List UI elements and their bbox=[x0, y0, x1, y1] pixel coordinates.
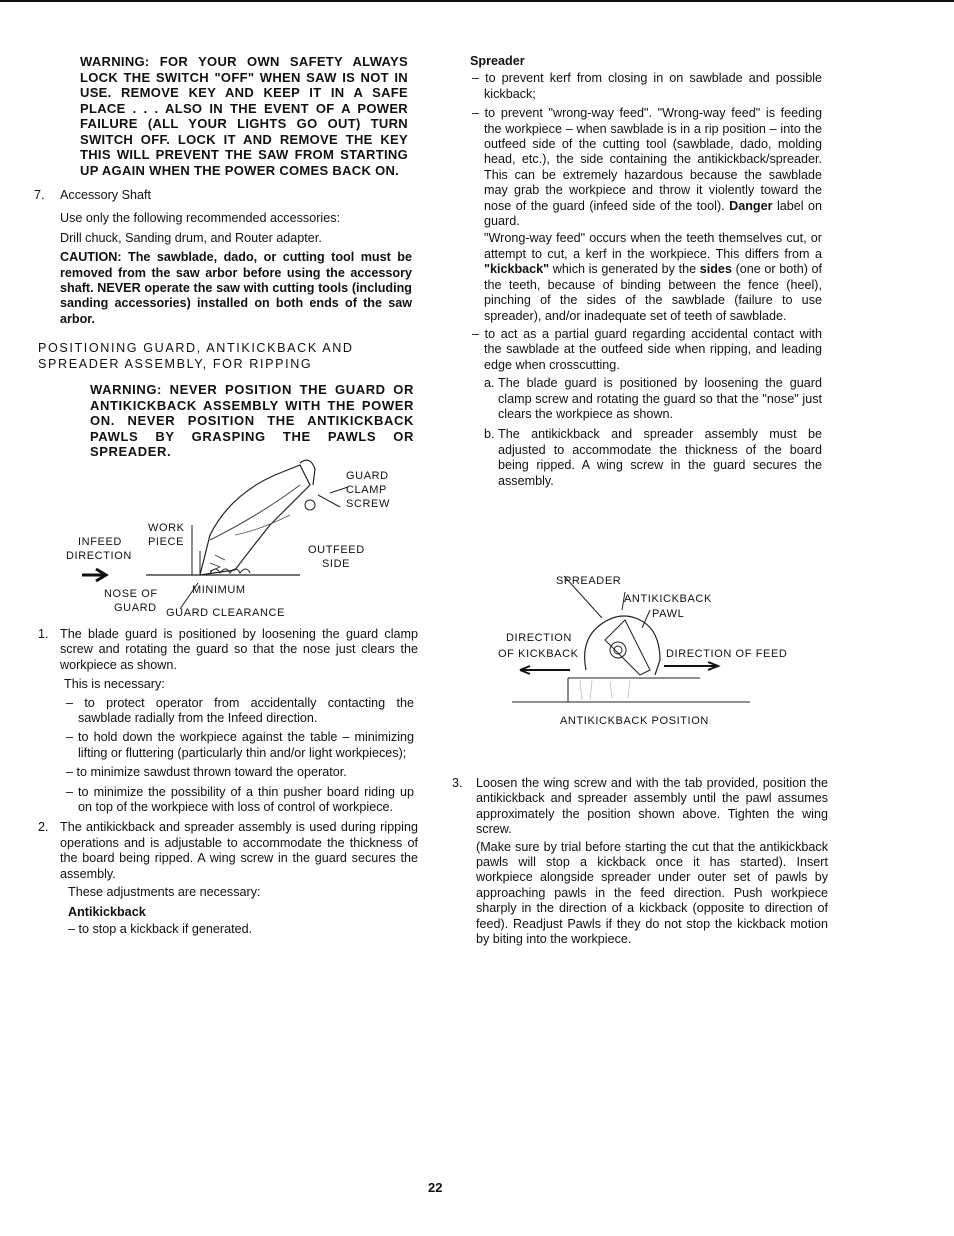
sides-word: sides bbox=[699, 262, 732, 277]
label-guard-clearance: GUARD CLEARANCE bbox=[166, 607, 286, 619]
label-guard-2: GUARD bbox=[114, 602, 157, 614]
item-2 bbox=[38, 820, 418, 882]
left-column-lower bbox=[38, 627, 418, 937]
spreader-point-2 bbox=[470, 106, 822, 229]
item-3-text: Loosen the wing screw and with the tab provided, position the antikickback and spreader assembly until the pawl assumes approximately the position shown above. Tighten the wing screw. bbox=[476, 776, 828, 837]
item-1-text: The blade guard is positioned by loosening the guard clamp screw and rotating the guard so that the nose just clears the workpiece as shown. bbox=[60, 627, 418, 672]
item-7-title: Accessory Shaft bbox=[60, 188, 151, 202]
figure-caption: ANTIKICKBACK POSITION bbox=[560, 715, 709, 727]
list-item: – to protect operator from accidentally contacting the sawblade radially from the Infeed direction. bbox=[66, 695, 414, 726]
safety-warning: WARNING: FOR YOUR OWN SAFETY ALWAYS LOCK THE SWITCH "OFF" WHEN SAW IS NOT IN USE. REMOVE KEY AND KEEP IT IN A SAFE PLACE . . . ALSO IN THE EVENT OF A POWER FAILURE (ALL YOUR LIGHTS GO OUT) TURN SWITCH OFF. LOCK IT AND REMOVE THE KEY THIS WILL PREVENT THE SAW FROM STARTING UP AGAIN WHEN THE POWER COMES BACK ON. bbox=[80, 54, 408, 178]
label-infeed: INFEED bbox=[78, 536, 122, 548]
spreader-heading: Spreader bbox=[470, 54, 525, 68]
label-direction-of: DIRECTION bbox=[506, 632, 572, 644]
label-antikickback: ANTIKICKBACK bbox=[624, 593, 712, 605]
top-rule bbox=[0, 0, 954, 2]
label-screw: SCREW bbox=[346, 498, 390, 510]
list-item: – to hold down the workpiece against the table – minimizing lifting or fluttering (particularly thin and/or light workpieces); bbox=[66, 730, 414, 760]
item-3-continued: (Make sure by trial before starting the cut that the antikickback pawls will stop a kickback once it has started). Insert workpiece alongside spreader under outer set of pawls by approaching pawls in the feed direction. Push workpiece sharply in the direction of a kickback (opposite to direction of feed). Readjust Pawls if they do not stop the kickback motion by biting into the workpiece. bbox=[476, 839, 828, 947]
label-side: SIDE bbox=[322, 558, 351, 570]
label-outfeed: OUTFEED bbox=[308, 544, 365, 556]
antikickback-heading: Antikickback bbox=[68, 904, 146, 919]
label-spreader: SPREADER bbox=[556, 575, 622, 587]
sub-b-text: The antikickback and spreader assembly must be adjusted to accommodate the thickness of the board being ripped. A wing screw in the guard secures the assembly. bbox=[498, 427, 822, 488]
adjustments-label: These adjustments are necessary: bbox=[68, 885, 261, 900]
spreader-point-2-end: label on guard. bbox=[484, 198, 823, 229]
label-work: WORK bbox=[148, 522, 185, 534]
danger-word: Danger bbox=[729, 198, 773, 213]
label-minimum: MINIMUM bbox=[192, 584, 246, 596]
caution-text: CAUTION: The sawblade, dado, or cutting tool must be removed from the saw arbor before using the accessory shaft. NEVER operate the saw with cutting tools (including sanding accessories) installed on both ends of the saw arbor. bbox=[60, 250, 412, 326]
item-3-number: 3. bbox=[452, 776, 463, 790]
wwf-b: which is generated by the bbox=[552, 262, 697, 277]
antikickback-figure bbox=[490, 570, 790, 735]
wwf-a: "Wrong-way feed" occurs when the teeth themselves cut, or attempt to cut, a kerf in the workpiece. This differs from a bbox=[484, 231, 822, 261]
page-number: 22 bbox=[428, 1180, 443, 1195]
guard-clearance-figure bbox=[60, 455, 400, 625]
item-1 bbox=[38, 627, 418, 673]
necessary-list bbox=[64, 696, 414, 816]
sub-a-text: The blade guard is positioned by loosening the guard clamp screw and rotating the guard so that the "nose" just clears the workpiece as shown. bbox=[498, 376, 822, 421]
item-2-number: 2. bbox=[38, 820, 49, 835]
spreader-point-2-text: – to prevent "wrong-way feed". "Wrong-way feed" is feeding the workpiece – when sawblade is in a rip position – into the outfeed side of the cutting tool (sawblade, dado, molding head, etc.), the side containing the antikickback/spreader. This can be extremely hazardous because the sawblade may grab the workpiece and throw it violently toward the nose of the guard (infeed side of the tool). bbox=[472, 106, 822, 213]
right-column bbox=[470, 54, 822, 489]
list-item: – to minimize sawdust thrown toward the operator. bbox=[66, 765, 347, 780]
right-column-lower bbox=[452, 776, 828, 947]
label-guard: GUARD bbox=[346, 470, 389, 482]
label-direction: DIRECTION bbox=[66, 550, 132, 562]
label-of-kickback: OF KICKBACK bbox=[498, 648, 579, 660]
sub-a-letter: a. bbox=[484, 376, 495, 391]
sub-item-a bbox=[484, 376, 822, 422]
item-7-use: Use only the following recommended accessories: bbox=[60, 211, 340, 226]
label-nose-of: NOSE OF bbox=[104, 588, 158, 600]
left-column bbox=[34, 54, 418, 460]
item-7-number: 7. bbox=[34, 188, 45, 202]
label-pawl: PAWL bbox=[652, 608, 685, 620]
item-1-number: 1. bbox=[38, 627, 49, 641]
kickback-word: "kickback" bbox=[484, 262, 550, 277]
wwf-c: (one or both) of the teeth, because of binding between the fence (heel), pinching of the sides of the sawblade (failure to use spreader), and/or inadequate set of teeth of sawblade. bbox=[484, 262, 823, 323]
antikickback-text: – to stop a kickback if generated. bbox=[68, 921, 253, 936]
spreader-point-3: – to act as a partial guard regarding accidental contact with the sawblade at the outfeed side when ripping, and leading edge when crosscutting. bbox=[472, 326, 822, 372]
list-item: – to minimize the possibility of a thin pusher board riding up on top of the workpiece with loss of control of workpiece. bbox=[66, 784, 414, 815]
sub-b-letter: b. bbox=[484, 427, 495, 442]
necessary-label: This is necessary: bbox=[64, 677, 165, 692]
item-2-text: The antikickback and spreader assembly is used during ripping operations and is adjustable to accommodate the thickness of the board being ripped. A wing screw in the guard secures the assembly. bbox=[60, 820, 418, 881]
label-clamp: CLAMP bbox=[346, 484, 387, 496]
label-piece: PIECE bbox=[148, 536, 185, 548]
positioning-warning: WARNING: NEVER POSITION THE GUARD OR ANTIKICKBACK ASSEMBLY WITH THE POWER ON. NEVER POSITION THE ANTIKICKBACK PAWLS BY GRASPING THE PAWLS OR SPREADER. bbox=[90, 382, 414, 460]
label-direction-of-feed: DIRECTION OF FEED bbox=[666, 648, 788, 660]
sub-item-b bbox=[484, 427, 822, 489]
item-7-list: Drill chuck, Sanding drum, and Router adapter. bbox=[60, 230, 322, 245]
section-heading: POSITIONING GUARD, ANTIKICKBACK AND SPREADER ASSEMBLY, FOR RIPPING bbox=[38, 341, 354, 371]
wrong-way-feed-paragraph bbox=[484, 231, 822, 323]
item-7 bbox=[34, 188, 418, 203]
spreader-point-1: – to prevent kerf from closing in on sawblade and possible kickback; bbox=[472, 71, 822, 101]
item-3 bbox=[452, 776, 828, 838]
